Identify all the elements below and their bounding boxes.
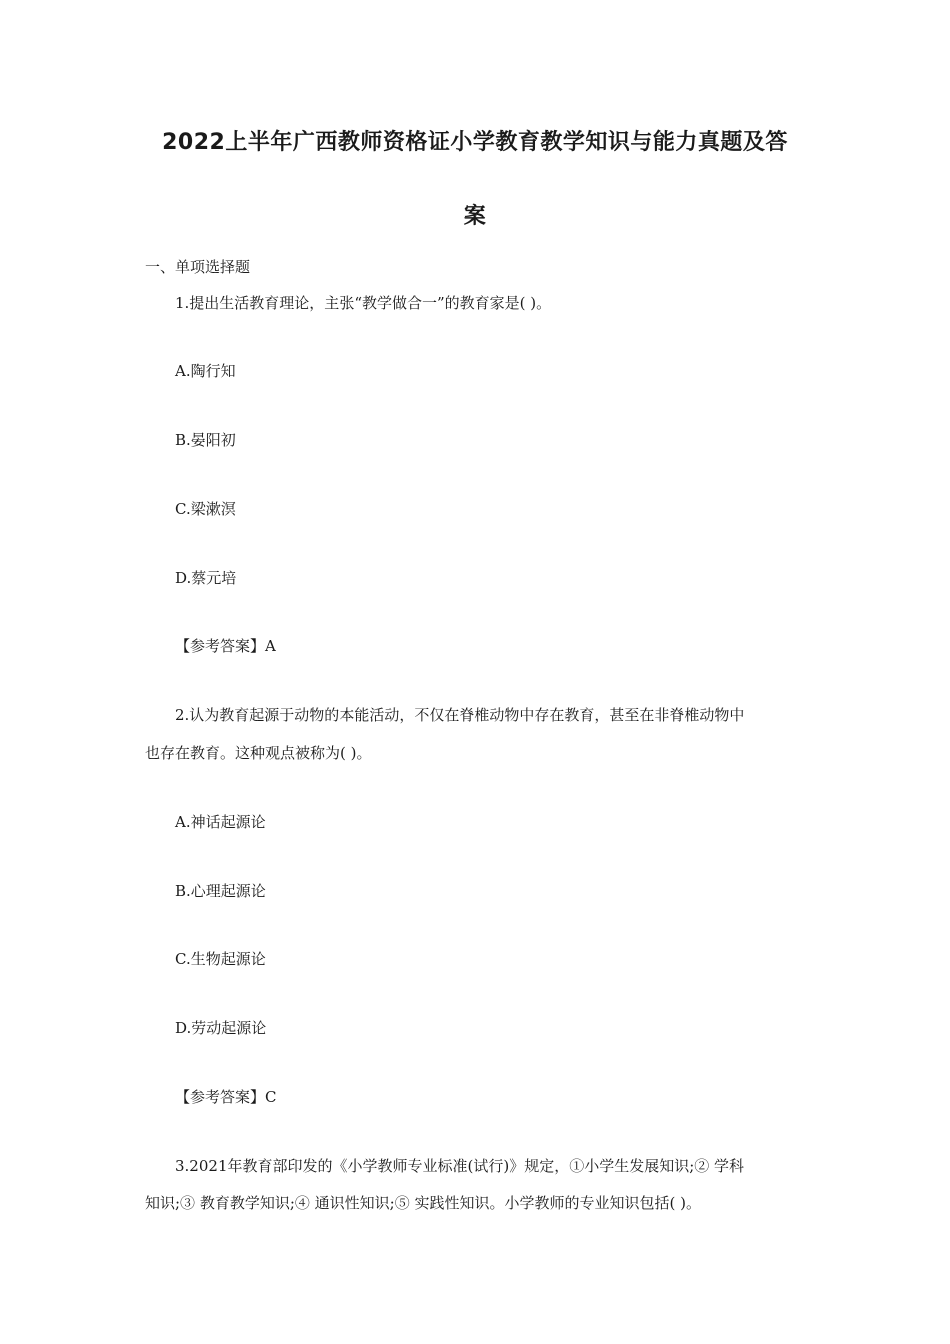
section-heading: 一、单项选择题 bbox=[145, 258, 251, 276]
document-title-line-1: 2022上半年广西教师资格证小学教育教学知识与能力真题及答 bbox=[162, 130, 788, 155]
question-1-answer: 【参考答案】A bbox=[175, 637, 276, 655]
question-2-option-b: B.心理起源论 bbox=[175, 882, 266, 900]
question-2-option-d: D.劳动起源论 bbox=[175, 1019, 267, 1037]
question-2-stem-line-2: 也存在教育。这种观点被称为( )。 bbox=[145, 744, 372, 762]
question-3-stem-line-2: 知识;③ 教育教学知识;④ 通识性知识;⑤ 实践性知识。小学教师的专业知识包括( )。 bbox=[145, 1194, 701, 1212]
question-1-option-d: D.蔡元培 bbox=[175, 569, 237, 587]
question-2-stem-line-1: 2.认为教育起源于动物的本能活动，不仅在脊椎动物中存在教育，甚至在非脊椎动物中 bbox=[175, 706, 745, 724]
question-3-stem-line-1: 3.2021年教育部印发的《小学教师专业标准(试行)》规定，①小学生发展知识;② 学科 bbox=[175, 1157, 745, 1175]
document-title-line-2: 案 bbox=[463, 204, 487, 229]
question-1-option-c: C.梁漱溟 bbox=[175, 500, 236, 518]
question-2-option-c: C.生物起源论 bbox=[175, 950, 266, 968]
question-1-option-a: A.陶行知 bbox=[175, 362, 236, 380]
question-1-stem: 1.提出生活教育理论，主张“教学做合一”的教育家是( )。 bbox=[175, 294, 552, 312]
question-1-option-b: B.晏阳初 bbox=[175, 431, 236, 449]
question-2-answer: 【参考答案】C bbox=[175, 1088, 277, 1106]
question-2-option-a: A.神话起源论 bbox=[175, 813, 266, 831]
